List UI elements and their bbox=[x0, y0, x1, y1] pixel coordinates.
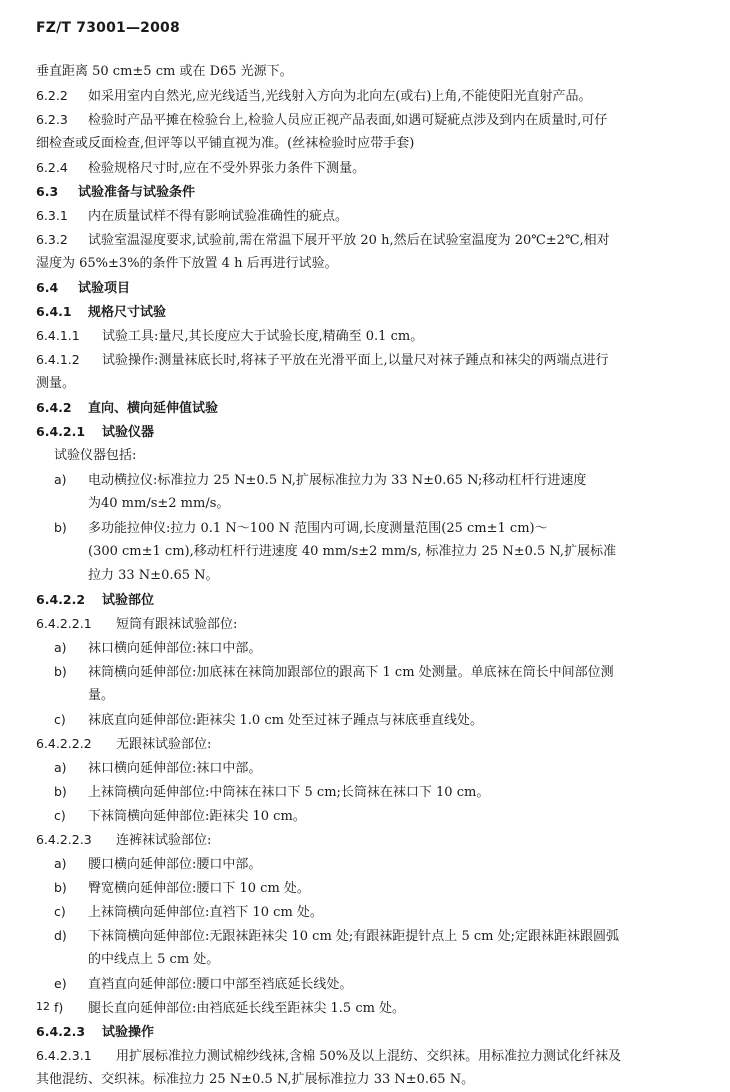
clause-text: 拉力 33 N±0.65 N。 bbox=[88, 568, 219, 583]
clause-text: 试验仪器包括: bbox=[54, 448, 137, 463]
clause-text: 试验工具:量尺,其长度应大于试验长度,精确至 0.1 cm。 bbox=[102, 329, 424, 344]
text-line bbox=[36, 156, 706, 180]
text-line bbox=[36, 660, 706, 684]
clause-number: 6.4.2.2 bbox=[36, 592, 86, 607]
clause-number: 6.4.1 bbox=[36, 304, 72, 319]
section-heading: 试验部位 bbox=[102, 593, 155, 608]
clause-number: b) bbox=[54, 880, 67, 895]
clause-number: 6.2.2 bbox=[36, 88, 68, 103]
clause-number: 6.4.2.3 bbox=[36, 1024, 86, 1039]
page-number: 12 bbox=[36, 1000, 50, 1013]
text-line bbox=[36, 900, 706, 924]
text-line bbox=[36, 780, 706, 804]
text-line bbox=[36, 132, 706, 156]
clause-number: 6.4.2.3.1 bbox=[36, 1048, 92, 1063]
clause-number: c) bbox=[54, 904, 66, 919]
text-line bbox=[36, 444, 706, 468]
clause-number: 6.3.2 bbox=[36, 232, 68, 247]
clause-text: 袜筒横向延伸部位:加底袜在袜筒加跟部位的跟高下 1 cm 处测量。单底袜在筒长中间部位测 bbox=[88, 665, 614, 680]
text-line bbox=[36, 300, 706, 324]
section-heading: 试验操作 bbox=[102, 1025, 155, 1040]
text-line bbox=[36, 108, 706, 132]
clause-text: 量。 bbox=[88, 688, 115, 703]
clause-text: 上袜筒横向延伸部位:直裆下 10 cm 处。 bbox=[88, 905, 323, 920]
text-line bbox=[36, 972, 706, 996]
clause-text: 测量。 bbox=[36, 376, 76, 391]
text-line bbox=[36, 276, 706, 300]
clause-text: 袜底直向延伸部位:距袜尖 1.0 cm 处至过袜子踵点与袜底垂直线处。 bbox=[88, 713, 484, 728]
text-line bbox=[36, 636, 706, 660]
clause-text: 直裆直向延伸部位:腰口中部至裆底延长线处。 bbox=[88, 977, 353, 992]
text-line bbox=[36, 228, 706, 252]
section-heading: 规格尺寸试验 bbox=[88, 305, 167, 320]
text-line bbox=[36, 84, 706, 108]
clause-number: 6.4.1.1 bbox=[36, 328, 80, 343]
clause-text: 细检查或反面检查,但评等以平铺直视为准。(丝袜检验时应带手套) bbox=[36, 136, 415, 151]
clause-text: 臀宽横向延伸部位:腰口下 10 cm 处。 bbox=[88, 881, 310, 896]
clause-number: 6.4.2.2.2 bbox=[36, 736, 92, 751]
text-line bbox=[36, 996, 706, 1020]
clause-text: 检验时产品平摊在检验台上,检验人员应正视产品表面,如遇可疑疵点涉及到内在质量时,可仔 bbox=[88, 113, 608, 128]
clause-text: 腿长直向延伸部位:由裆底延长线至距袜尖 1.5 cm 处。 bbox=[88, 1001, 406, 1016]
clause-number: a) bbox=[54, 640, 67, 655]
text-line bbox=[36, 948, 706, 972]
text-line bbox=[36, 372, 706, 396]
clause-text: 如采用室内自然光,应光线适当,光线射入方向为北向左(或右)上角,不能使阳光直射产品。 bbox=[88, 89, 592, 104]
text-line bbox=[36, 516, 706, 540]
text-line bbox=[36, 1068, 706, 1092]
text-line bbox=[36, 204, 706, 228]
clause-number: a) bbox=[54, 760, 67, 775]
text-line bbox=[36, 540, 706, 564]
text-line bbox=[36, 420, 706, 444]
text-line bbox=[36, 60, 706, 84]
clause-text: 下袜筒横向延伸部位:距袜尖 10 cm。 bbox=[88, 809, 306, 824]
clause-number: 6.4.2.2.3 bbox=[36, 832, 92, 847]
clause-number: 6.4.2.1 bbox=[36, 424, 86, 439]
clause-number: 6.3 bbox=[36, 184, 59, 199]
clause-text: 袜口横向延伸部位:袜口中部。 bbox=[88, 761, 262, 776]
text-line bbox=[36, 564, 706, 588]
section-heading: 试验项目 bbox=[78, 281, 131, 296]
clause-text: 用扩展标准拉力测试棉纱线袜,含棉 50%及以上混纺、交织袜。用标准拉力测试化纤袜及 bbox=[116, 1049, 622, 1064]
clause-text: 连裤袜试验部位: bbox=[116, 833, 212, 848]
clause-number: 6.4.2 bbox=[36, 400, 72, 415]
text-line bbox=[36, 876, 706, 900]
text-line bbox=[36, 924, 706, 948]
text-line bbox=[36, 804, 706, 828]
clause-text: 腰口横向延伸部位:腰口中部。 bbox=[88, 857, 262, 872]
clause-text: 为40 mm/s±2 mm/s。 bbox=[88, 496, 230, 511]
clause-text: 无跟袜试验部位: bbox=[116, 737, 212, 752]
clause-text: 多功能拉伸仪:拉力 0.1 N～100 N 范围内可调,长度测量范围(25 cm±1 cm)～ bbox=[88, 521, 548, 536]
clause-number: e) bbox=[54, 976, 67, 991]
document-body bbox=[36, 60, 706, 1092]
clause-text: 袜口横向延伸部位:袜口中部。 bbox=[88, 641, 262, 656]
section-heading: 试验准备与试验条件 bbox=[78, 185, 196, 200]
clause-number: b) bbox=[54, 520, 67, 535]
clause-number: 6.3.1 bbox=[36, 208, 68, 223]
clause-text: 下袜筒横向延伸部位:无跟袜距袜尖 10 cm 处;有跟袜距提针点上 5 cm 处;定跟袜距袜跟圆弧 bbox=[88, 929, 619, 944]
text-line bbox=[36, 1020, 706, 1044]
text-line bbox=[36, 324, 706, 348]
clause-number: 6.2.3 bbox=[36, 112, 68, 127]
clause-text: 垂直距离 50 cm±5 cm 或在 D65 光源下。 bbox=[36, 64, 293, 79]
text-line bbox=[36, 708, 706, 732]
text-line bbox=[36, 492, 706, 516]
clause-number: 6.4.2.2.1 bbox=[36, 616, 92, 631]
clause-text: 试验操作:测量袜底长时,将袜子平放在光滑平面上,以量尺对袜子踵点和袜尖的两端点进行 bbox=[102, 353, 609, 368]
clause-number: b) bbox=[54, 664, 67, 679]
text-line bbox=[36, 852, 706, 876]
clause-number: c) bbox=[54, 808, 66, 823]
clause-text: 内在质量试样不得有影响试验准确性的疵点。 bbox=[88, 209, 349, 224]
clause-text: (300 cm±1 cm),移动杠杆行进速度 40 mm/s±2 mm/s, 标准拉力 25 N±0.5 N,扩展标准 bbox=[88, 544, 617, 559]
section-heading: 直向、横向延伸值试验 bbox=[88, 401, 219, 416]
clause-text: 湿度为 65%±3%的条件下放置 4 h 后再进行试验。 bbox=[36, 256, 338, 271]
text-line bbox=[36, 828, 706, 852]
text-line bbox=[36, 348, 706, 372]
clause-number: a) bbox=[54, 472, 67, 487]
clause-text: 其他混纺、交织袜。标准拉力 25 N±0.5 N,扩展标准拉力 33 N±0.65 N。 bbox=[36, 1072, 475, 1087]
clause-text: 检验规格尺寸时,应在不受外界张力条件下测量。 bbox=[88, 161, 366, 176]
section-heading: 试验仪器 bbox=[102, 425, 155, 440]
standard-code-header: FZ/T 73001—2008 bbox=[36, 20, 180, 36]
clause-text: 试验室温湿度要求,试验前,需在常温下展开平放 20 h,然后在试验室温度为 20℃±2℃,相对 bbox=[88, 233, 610, 248]
clause-number: 6.4.1.2 bbox=[36, 352, 80, 367]
clause-text: 短筒有跟袜试验部位: bbox=[116, 617, 238, 632]
text-line bbox=[36, 396, 706, 420]
clause-number: a) bbox=[54, 856, 67, 871]
clause-number: b) bbox=[54, 784, 67, 799]
text-line bbox=[36, 684, 706, 708]
text-line bbox=[36, 180, 706, 204]
clause-text: 的中线点上 5 cm 处。 bbox=[88, 952, 220, 967]
clause-text: 上袜筒横向延伸部位:中筒袜在袜口下 5 cm;长筒袜在袜口下 10 cm。 bbox=[88, 785, 490, 800]
text-line bbox=[36, 612, 706, 636]
clause-number: c) bbox=[54, 712, 66, 727]
clause-text: 电动横拉仪:标准拉力 25 N±0.5 N,扩展标准拉力为 33 N±0.65 N;移动杠杆行进速度 bbox=[88, 473, 587, 488]
text-line bbox=[36, 588, 706, 612]
text-line bbox=[36, 732, 706, 756]
clause-number: 6.2.4 bbox=[36, 160, 68, 175]
clause-number: d) bbox=[54, 928, 67, 943]
clause-number: 6.4 bbox=[36, 280, 59, 295]
text-line bbox=[36, 1044, 706, 1068]
clause-number: f) bbox=[54, 1000, 64, 1015]
text-line bbox=[36, 468, 706, 492]
text-line bbox=[36, 252, 706, 276]
text-line bbox=[36, 756, 706, 780]
